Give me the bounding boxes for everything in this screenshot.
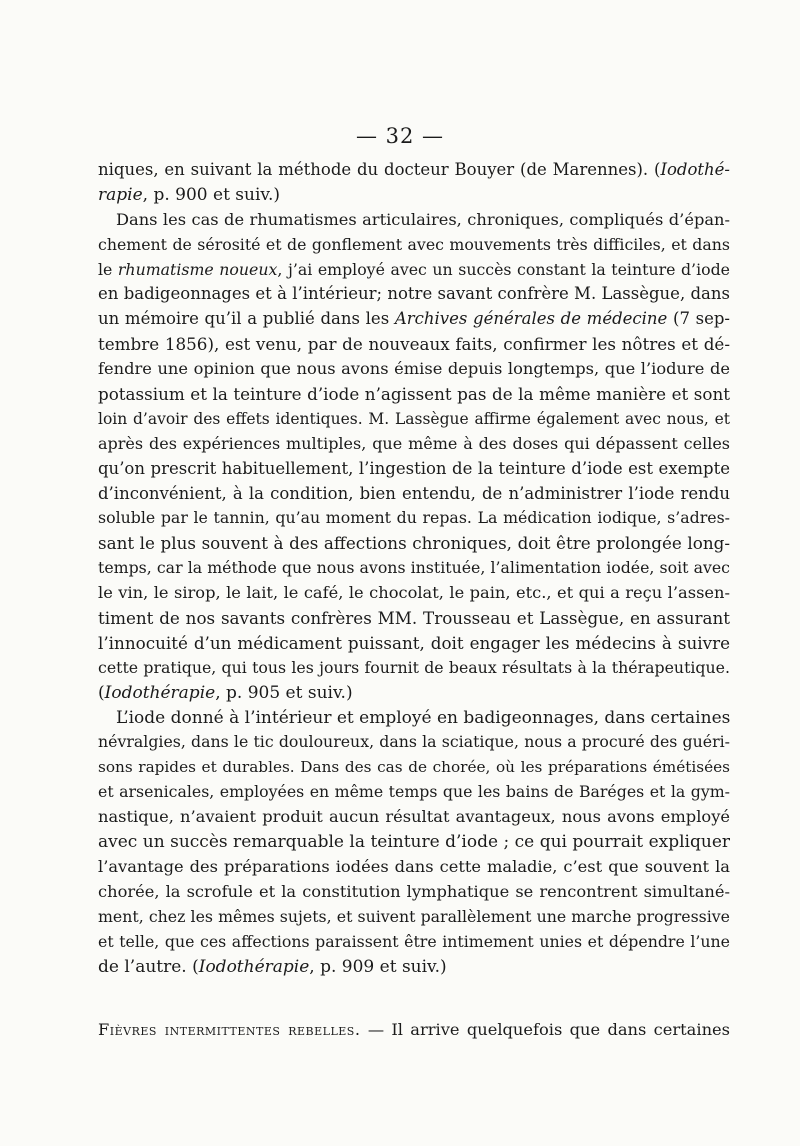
- text-run: (7 sep-: [667, 309, 730, 329]
- text-run: névralgies, dans le tic douloureux, dans la sciatique, nous a procuré des guéri-: [98, 732, 730, 752]
- text-run: sant le plus souvent à des affections chroniques, doit être prolongée long-: [98, 533, 730, 554]
- text-line: [98, 531, 730, 556]
- text-run: et telle, que ces affections paraissent être intimement unies et dépendre l’une: [98, 931, 730, 951]
- text-run: Dans les cas de rhumatismes articulaires, chroniques, compliqués d’épan-: [116, 209, 730, 229]
- text-line: [98, 432, 730, 457]
- text-run: qu’on prescrit habituellement, l’ingestion de la teinture d’iode est exempte: [98, 458, 730, 478]
- text-run: fendre une opinion que nous avons émise depuis longtemps, que l’iodure de: [98, 359, 730, 379]
- text-line: [98, 780, 730, 805]
- text-line: [98, 855, 730, 880]
- section-start-line: [98, 1018, 730, 1043]
- text-run: de l’autre. (: [98, 956, 199, 977]
- text-run: cette pratique, qui tous les jours fournit de beaux résultats à la thérapeutique.: [98, 657, 730, 677]
- text-line: [98, 506, 730, 531]
- text-line: [98, 258, 730, 283]
- page-number: — 32 —: [355, 124, 445, 148]
- text-run: timent de nos savants confrères MM. Trousseau et Lassègue, en assurant: [98, 608, 730, 629]
- text-line: [98, 407, 730, 432]
- text-line: [98, 208, 730, 233]
- text-run: niques, en suivant la méthode du docteur Bouyer (de Marennes). (: [98, 160, 661, 179]
- text-run: , p. 900 et suiv.): [142, 184, 281, 205]
- text-run: L’iode donné à l’intérieur et employé en badigeonnages, dans certaines: [116, 707, 731, 728]
- text-line: [98, 357, 730, 382]
- italic-run: Archives générales de médecine: [394, 309, 668, 329]
- text-line: [98, 631, 730, 656]
- text-run: sons rapides et durables. Dans des cas de chorée, où les préparations émétisées: [98, 758, 730, 777]
- text-run: temps, car la méthode que nous avons instituée, l’alimentation iodée, soit avec: [98, 558, 730, 578]
- text-run: après des expériences multiples, que même à des doses qui dépassent celles: [98, 433, 730, 453]
- text-run: d’inconvénient, à la condition, bien entendu, de n’administrer l’iode rendu: [98, 483, 730, 503]
- text-run: , j’ai employé avec un succès constant la teinture d’iode: [277, 259, 730, 279]
- text-run: avec un succès remarquable la teinture d’iode ; ce qui pourrait expliquer: [98, 832, 730, 853]
- section-text: — Il arrive quelquefois que dans certaines: [360, 1020, 730, 1039]
- text-run: en badigeonnages et à l’intérieur; notre savant confrère M. Lassègue, dans: [98, 284, 730, 304]
- text-line: [98, 606, 730, 631]
- text-run: et arsenicales, employées en même temps que les bains de Baréges et la gym-: [98, 782, 730, 802]
- text-run: nastique, n’avaient produit aucun résultat avantageux, nous avons employé: [98, 807, 730, 827]
- text-run: chement de sérosité et de gonflement avec mouvements très difficiles, et dans: [98, 234, 730, 254]
- text-run: l’innocuité d’un médicament puissant, doit engager les médecins à suivre: [98, 632, 730, 653]
- text-line: [98, 482, 730, 507]
- text-line: [98, 681, 730, 706]
- text-run: ment, chez les mêmes sujets, et suivent parallèlement une marche progressive: [98, 906, 730, 926]
- text-line: [98, 581, 730, 606]
- text-line: [98, 930, 730, 955]
- text-line: [98, 158, 730, 183]
- text-run: , p. 905 et suiv.): [215, 682, 353, 703]
- text-run: un mémoire qu’il a publié dans les: [98, 309, 395, 329]
- text-line: [98, 457, 730, 482]
- text-line: [98, 656, 730, 681]
- italic-run: Iodothé-: [660, 160, 730, 179]
- text-line: [98, 880, 730, 905]
- italic-run: Iodothérapie: [104, 682, 216, 703]
- text-line: [98, 955, 730, 980]
- text-line: [98, 805, 730, 830]
- text-run: (: [98, 682, 105, 703]
- text-run: l’avantage des préparations iodées dans cette maladie, c’est que souvent la: [98, 856, 730, 876]
- text-line: [98, 282, 730, 307]
- text-run: tembre 1856), est venu, par de nouveaux faits, confirmer les nôtres et dé-: [98, 334, 730, 355]
- text-line: [98, 730, 730, 755]
- text-line: [98, 183, 730, 208]
- text-run: , p. 909 et suiv.): [309, 956, 447, 977]
- text-run: le: [98, 259, 118, 279]
- text-line: [98, 830, 730, 855]
- italic-run: Iodothérapie: [198, 956, 310, 977]
- text-run: chorée, la scrofule et la constitution lymphatique se rencontrent simultané-: [98, 881, 730, 901]
- italic-run: rhumatisme noueux: [117, 259, 278, 279]
- text-line: [98, 905, 730, 930]
- text-line: [98, 233, 730, 258]
- section-heading: Fièvres intermittentes rebelles.: [98, 1020, 361, 1039]
- text-line: [98, 755, 730, 780]
- italic-run: rapie: [98, 184, 143, 205]
- body-text: [98, 158, 730, 979]
- text-run: soluble par le tannin, qu’au moment du repas. La médication iodique, s’adres-: [98, 508, 730, 528]
- text-line: [98, 556, 730, 581]
- text-run: potassium et la teinture d’iode n’agissent pas de la même manière et sont: [98, 384, 730, 405]
- text-line: [98, 382, 730, 407]
- text-line: [98, 307, 730, 332]
- text-line: [98, 332, 730, 357]
- text-run: loin d’avoir des effets identiques. M. Lassègue affirme également avec nous, et: [98, 409, 730, 428]
- text-run: le vin, le sirop, le lait, le café, le chocolat, le pain, etc., et qui a reçu l’assen-: [98, 583, 730, 603]
- text-line: [98, 706, 730, 731]
